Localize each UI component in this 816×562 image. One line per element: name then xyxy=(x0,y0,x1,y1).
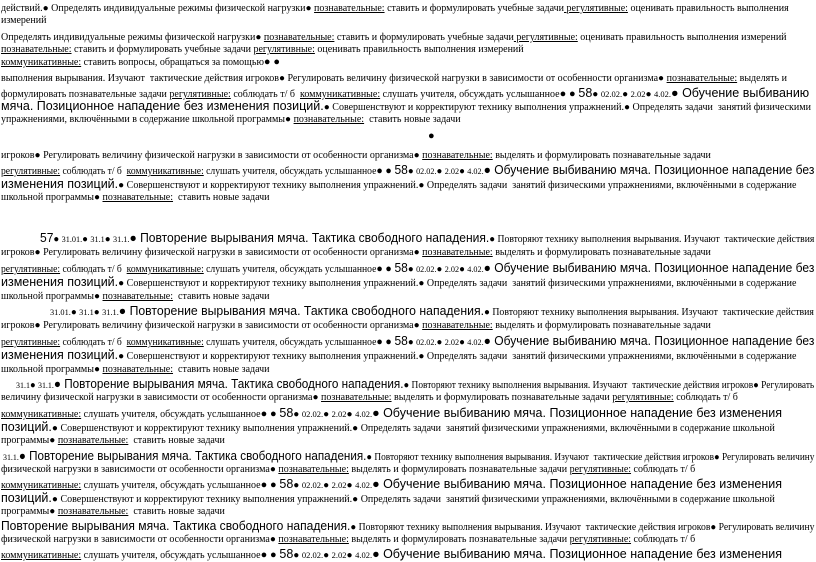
text-segment: ● Повторяют технику выполнения вырывания. Изучают тактические действия xyxy=(489,234,815,245)
text-segment: 31.1 xyxy=(90,234,105,244)
text-segment: ● xyxy=(269,534,279,545)
text-segment: ● Совершенствуют и корректируют технику выполнения упражнений. xyxy=(51,423,353,434)
text-segment: ставить новые задачи xyxy=(173,192,270,203)
lesson-title: позиций. xyxy=(1,420,52,434)
text-segment: слушать учителя, обсуждать услышанное xyxy=(380,89,560,100)
text-line xyxy=(1,421,775,435)
text-line xyxy=(1,506,225,518)
text-segment: 4.02. xyxy=(467,264,484,274)
text-segment: ● xyxy=(93,307,103,318)
text-segment: 4.02. xyxy=(355,480,373,490)
text-segment: 2.02 xyxy=(331,550,347,560)
lesson-title: 58 xyxy=(394,334,408,348)
text-segment: ● Регулировать величину физической нагрузки в зависимости от особенности организма xyxy=(34,320,414,331)
text-segment: ● ● xyxy=(376,263,395,275)
text-segment: 02.02. xyxy=(416,264,437,274)
text-line xyxy=(1,478,782,492)
text-segment: ● Определять задачи занятий физическими упражнениями, включёнными в содержание школьной xyxy=(352,423,775,434)
text-line xyxy=(1,56,280,69)
text-segment: ● xyxy=(459,166,468,177)
text-segment: 4.02. xyxy=(467,166,484,176)
text-segment: игроков xyxy=(1,150,35,161)
text-segment: ● xyxy=(49,435,58,446)
text-segment: программы xyxy=(1,506,50,517)
text-segment: 31.1. xyxy=(113,234,130,244)
text-segment: выделять и формулировать познавательные задачи xyxy=(492,150,711,161)
text-segment: ● xyxy=(459,337,468,348)
section-label: познавательные: xyxy=(57,506,129,517)
text-segment: ● Регулировать величину физической нагрузки в зависимости от особенности организма xyxy=(34,150,414,161)
section-label: регулятивные: xyxy=(569,464,632,475)
lesson-title: ● Повторение вырывания мяча. Тактика свободного нападения. xyxy=(118,304,484,318)
text-segment: ● Совершенствуют и корректируют технику выполнения упражнений. xyxy=(118,278,419,289)
text-segment: ● Определять задачи занятий физическими упражнениями, включёнными в содержание xyxy=(418,180,797,191)
lesson-title: 58 xyxy=(279,477,294,491)
text-segment: соблюдать т/ б xyxy=(60,264,127,275)
text-segment: ставить новые задачи xyxy=(173,364,270,375)
text-segment: ● Регулировать величину физической нагрузки в зависимости от особенности организма xyxy=(34,247,414,258)
text-segment: ● xyxy=(255,32,264,43)
lesson-title: 58 xyxy=(279,406,294,420)
text-segment: ● xyxy=(285,114,294,125)
section-label: коммуникативные: xyxy=(1,550,82,561)
text-segment: ставить новые задачи xyxy=(364,114,461,125)
lesson-title: ● Повторение вырывания мяча. Тактика свободного нападения. xyxy=(18,449,367,463)
text-segment: ставить и формулировать учебные задачи xyxy=(334,32,514,43)
section-label: познавательные: xyxy=(102,291,174,302)
text-segment: ● xyxy=(323,550,332,561)
text-segment: школьной программы xyxy=(1,192,94,203)
lesson-title: изменения позиций. xyxy=(1,275,119,289)
text-segment: ● Повторяют технику выполнения вырывания. Изучают тактические действия игроков xyxy=(366,452,714,463)
lesson-title: ● Обучение выбиванию мяча. Позиционное нападение без изменения xyxy=(372,406,783,420)
text-segment: ставить новые задачи xyxy=(128,435,225,446)
section-label: познавательные: xyxy=(293,114,365,125)
text-segment: 4.02. xyxy=(355,550,373,560)
text-segment: ● Повторяют технику выполнения вырывания. Изучают тактические действия игроков xyxy=(350,522,711,533)
section-label: регулятивные: xyxy=(569,534,632,545)
text-line xyxy=(1,32,787,44)
text-segment: 31.1. xyxy=(37,380,54,390)
text-segment: ● Определять задачи занятий физическими упражнениями, включёнными в содержание xyxy=(418,351,797,362)
text-segment: выделять и формулировать познавательные задачи xyxy=(348,464,570,475)
text-segment: ● xyxy=(413,150,423,161)
text-line xyxy=(16,378,814,392)
text-segment: слушать учителя, обсуждать услышанное xyxy=(203,166,377,177)
section-label: регулятивные: xyxy=(564,3,628,14)
text-segment: ● Определять задачи занятий физическими упражнениями, включёнными в содержание школьной xyxy=(352,494,775,505)
text-segment: ● xyxy=(305,3,315,14)
lesson-title: 58 xyxy=(394,261,408,275)
section-label: познавательные: xyxy=(321,392,392,403)
text-line xyxy=(40,232,814,246)
lesson-title: ● Повторение вырывания мяча. Тактика свободного нападения. xyxy=(53,377,404,391)
text-segment: 02.02. xyxy=(600,89,623,99)
text-segment: ● xyxy=(293,480,302,491)
text-line xyxy=(1,534,695,546)
text-segment: выделять и формулировать познавательные задачи xyxy=(492,320,711,331)
section-label: регулятивные: xyxy=(1,166,61,177)
text-segment: ● xyxy=(407,264,417,275)
text-line xyxy=(3,450,814,464)
lesson-title: 57 xyxy=(40,231,54,245)
text-line xyxy=(1,114,461,126)
section-label: регулятивные: xyxy=(169,89,231,100)
text-segment: слушать учителя, обсуждать услышанное xyxy=(203,264,377,275)
text-segment: слушать учителя, обсуждать услышанное xyxy=(81,480,261,491)
lesson-title: ● Обучение выбиванию мяча. Позиционное нападение без xyxy=(483,163,815,177)
section-label: познавательные: xyxy=(57,435,129,446)
text-segment: ● Определять задачи занятий физическими упражнениями, включёнными в содержание xyxy=(418,278,797,289)
text-segment: ● Совершенствуют и корректируют технику выполнения упражнений. xyxy=(323,102,624,113)
text-line xyxy=(428,130,435,143)
text-segment: 4.02. xyxy=(355,409,373,419)
text-segment: 02.02. xyxy=(301,480,324,490)
text-line xyxy=(1,349,796,363)
text-segment: величину физической нагрузки в зависимости от особенности организма xyxy=(1,392,313,403)
text-segment: ● Совершенствуют и корректируют технику выполнения упражнений. xyxy=(118,351,419,362)
text-segment: ● xyxy=(413,247,423,258)
section-label: познавательные: xyxy=(666,73,738,84)
text-segment: 02.02. xyxy=(416,166,437,176)
text-segment: школьной программы xyxy=(1,364,94,375)
text-segment: 02.02. xyxy=(301,409,324,419)
text-line xyxy=(1,3,789,15)
text-line xyxy=(1,548,782,562)
section-label: коммуникативные: xyxy=(126,264,204,275)
text-segment: 2.02 xyxy=(331,480,347,490)
text-segment: соблюдать т/ б xyxy=(631,534,696,545)
lesson-title: ● Обучение выбиванию мяча. Позиционное нападение без xyxy=(483,334,815,348)
text-segment: выделять и xyxy=(737,73,787,84)
text-segment: ● xyxy=(293,550,302,561)
text-line xyxy=(1,520,814,534)
text-segment: ● xyxy=(29,380,38,391)
text-segment: ● Регулировать величину xyxy=(713,452,815,463)
text-segment: программы xyxy=(1,435,50,446)
text-segment: 2.02 xyxy=(444,166,460,176)
text-segment: ● xyxy=(346,480,356,491)
text-line xyxy=(1,178,796,192)
lesson-title: 58 xyxy=(279,547,294,561)
text-line xyxy=(1,15,46,27)
text-segment: ● xyxy=(93,291,103,302)
section-label: познавательные: xyxy=(102,192,174,203)
text-segment: выполнения вырывания. Изучают тактические действия игроков xyxy=(1,73,279,84)
text-segment: ставить и формулировать учебные задачи xyxy=(384,3,565,14)
lesson-title: Повторение вырывания мяча. Тактика свободного нападения. xyxy=(1,519,351,533)
text-segment: соблюдать т/ б xyxy=(631,464,696,475)
section-label: познавательные: xyxy=(1,44,72,55)
text-segment: выделять и формулировать познавательные задачи xyxy=(348,534,570,545)
text-segment: ● xyxy=(312,392,322,403)
section-label: познавательные: xyxy=(422,150,493,161)
text-segment: слушать учителя, обсуждать услышанное xyxy=(81,409,261,420)
text-segment: 2.02 xyxy=(444,264,460,274)
text-segment: 31.1. xyxy=(102,307,119,317)
text-line xyxy=(1,335,814,349)
lesson-title: изменения позиций. xyxy=(1,348,119,362)
lesson-title: ● Обучение выбиванию мяча. Позиционное нападение без изменения xyxy=(372,477,783,491)
text-segment: ● Повторяют технику выполнения вырывания. Изучают тактические действия xyxy=(483,307,814,318)
section-label: коммуникативные: xyxy=(1,480,82,491)
text-segment: ● ● xyxy=(376,165,395,177)
text-segment: ● xyxy=(49,506,58,517)
text-segment: оценивать правильность выполнения измерений xyxy=(314,44,524,55)
text-segment: ● Регулировать величину физической нагрузки в зависимости от особенности организма xyxy=(278,73,659,84)
text-segment: 2.02 xyxy=(331,409,347,419)
text-line xyxy=(1,192,270,204)
text-line xyxy=(1,100,811,114)
text-segment: игроков xyxy=(1,320,35,331)
text-segment: ● ● xyxy=(263,56,280,68)
text-segment: ● xyxy=(622,89,631,100)
text-segment: соблюдать т/ б xyxy=(673,392,738,403)
text-segment: действий.● Определять индивидуальные режимы физической нагрузки xyxy=(1,3,306,14)
text-segment: ● xyxy=(645,89,655,100)
text-segment: ● xyxy=(293,409,302,420)
text-segment: ● xyxy=(323,480,332,491)
text-line xyxy=(1,364,270,376)
text-segment: ● xyxy=(346,550,356,561)
text-segment: ● xyxy=(436,337,445,348)
text-segment: ● xyxy=(53,234,62,245)
text-segment: ● ● xyxy=(260,549,280,561)
lesson-title: изменения позиций. xyxy=(1,177,119,191)
text-segment: ● ● xyxy=(260,479,280,491)
section-label: коммуникативные: xyxy=(126,337,204,348)
text-segment: ● xyxy=(459,264,468,275)
text-line xyxy=(50,305,814,319)
text-segment: слушать учителя, обсуждать услышанное xyxy=(203,337,377,348)
text-segment: ставить новые задачи xyxy=(128,506,225,517)
lesson-title: ● Повторение вырывания мяча. Тактика свободного нападения. xyxy=(129,231,490,245)
text-segment: ● Регулировать xyxy=(753,380,815,391)
text-segment: 4.02. xyxy=(654,89,672,99)
text-line xyxy=(1,320,711,332)
text-segment: оценивать правильность выполнения измерений xyxy=(577,32,787,43)
section-label: регулятивные: xyxy=(612,392,674,403)
text-segment: слушать учителя, обсуждать услышанное xyxy=(81,550,261,561)
section-label: коммуникативные: xyxy=(126,166,204,177)
text-line xyxy=(1,73,787,85)
text-segment: Определять индивидуальные режимы физической нагрузки xyxy=(1,32,256,43)
text-line xyxy=(1,276,796,290)
section-label: коммуникативные: xyxy=(1,409,82,420)
text-segment: ● xyxy=(70,307,80,318)
lesson-title: позиций. xyxy=(1,491,52,505)
section-label: регулятивные: xyxy=(253,44,315,55)
text-segment: ● Повторяют технику выполнения вырывания. Изучают тактические действия игроков xyxy=(403,380,754,391)
text-line xyxy=(1,407,782,421)
text-segment: ● ● xyxy=(260,408,280,420)
text-segment: ● xyxy=(592,89,601,100)
text-segment: 31.1 xyxy=(16,380,30,390)
text-segment: измерений xyxy=(1,15,47,26)
text-segment: 2.02 xyxy=(630,89,646,99)
section-label: познавательные: xyxy=(278,464,349,475)
text-segment: физической нагрузки в зависимости от особенности организма xyxy=(1,534,270,545)
text-segment: физической нагрузки в зависимости от особенности организма xyxy=(1,464,270,475)
text-segment: 31.1. xyxy=(3,452,19,462)
lesson-title: ● Обучение выбиванию мяча. Позиционное нападение без xyxy=(483,261,815,275)
text-segment: ● Совершенствуют и корректируют технику выполнения упражнений. xyxy=(118,180,419,191)
lesson-title: ● Обучение выбиванию мяча. Позиционное нападение без изменения xyxy=(372,547,783,561)
text-line xyxy=(1,44,524,56)
text-segment: ● xyxy=(82,234,91,245)
text-segment: ● xyxy=(436,264,445,275)
text-segment: ● xyxy=(436,166,445,177)
lesson-title: 58 xyxy=(578,86,593,100)
text-segment: оценивать правильность выполнения xyxy=(627,3,789,14)
section-label: познавательные: xyxy=(314,3,385,14)
text-segment: 02.02. xyxy=(301,550,324,560)
section-label: коммуникативные: xyxy=(299,89,381,100)
lesson-title: ● Обучение выбиванию xyxy=(671,86,810,100)
section-label: коммуникативные: xyxy=(1,57,82,68)
section-label: познавательные: xyxy=(422,320,493,331)
section-label: регулятивные: xyxy=(513,32,578,43)
text-segment: 31.01. xyxy=(61,234,83,244)
text-segment: ● Совершенствуют и корректируют технику выполнения упражнений. xyxy=(51,494,353,505)
text-line xyxy=(1,492,775,506)
section-label: познавательные: xyxy=(263,32,335,43)
text-segment: ● xyxy=(407,337,417,348)
text-line xyxy=(1,291,270,303)
text-segment: 2.02 xyxy=(444,337,460,347)
text-segment: соблюдать т/ б xyxy=(60,166,127,177)
text-line xyxy=(1,392,738,404)
text-line xyxy=(1,150,711,162)
text-line xyxy=(1,164,814,178)
text-segment: ставить и формулировать учебные задачи xyxy=(71,44,254,55)
text-segment: 02.02. xyxy=(416,337,437,347)
text-segment: выделять и формулировать познавательные задачи xyxy=(492,247,711,258)
text-segment: 31.01. xyxy=(50,307,71,317)
text-segment: ● ● xyxy=(376,336,395,348)
text-segment: формулировать познавательные задачи xyxy=(1,89,170,100)
text-segment: ● xyxy=(658,73,667,84)
text-segment: ● xyxy=(428,130,435,142)
text-segment: ● xyxy=(269,464,279,475)
text-line xyxy=(1,262,814,276)
text-segment: ● xyxy=(104,234,114,245)
text-segment: 4.02. xyxy=(467,337,484,347)
lesson-title: мяча. Позиционное нападение без изменения позиций. xyxy=(1,99,324,113)
text-line xyxy=(1,247,711,259)
text-segment: упражнениями, включёнными в содержание школьной программы xyxy=(1,114,286,125)
text-line xyxy=(1,435,225,447)
section-label: регулятивные: xyxy=(1,337,61,348)
text-segment: ● xyxy=(413,320,423,331)
text-segment: соблюдать т/ б xyxy=(60,337,127,348)
text-segment: ставить вопросы, обращаться за помощью xyxy=(81,57,264,68)
text-segment: ставить новые задачи xyxy=(173,291,270,302)
text-segment: 31.1 xyxy=(79,307,94,317)
text-segment: выделять и формулировать познавательные задачи xyxy=(391,392,613,403)
text-segment: школьной программы xyxy=(1,291,94,302)
text-segment: ● Регулировать величину xyxy=(710,522,815,533)
text-segment: игроков xyxy=(1,247,35,258)
text-segment: ● ● xyxy=(559,88,579,100)
section-label: регулятивные: xyxy=(1,264,61,275)
section-label: познавательные: xyxy=(102,364,174,375)
section-label: познавательные: xyxy=(278,534,349,545)
text-segment: ● xyxy=(407,166,417,177)
section-label: познавательные: xyxy=(422,247,493,258)
text-segment: соблюдать т/ б xyxy=(230,89,300,100)
text-segment: ● Определять задачи занятий физическими xyxy=(623,102,811,113)
lesson-title: 58 xyxy=(394,163,408,177)
text-line xyxy=(1,464,695,476)
text-segment: ● xyxy=(346,409,356,420)
text-segment: ● xyxy=(323,409,332,420)
text-segment: ● xyxy=(93,364,103,375)
text-segment: ● xyxy=(93,192,103,203)
